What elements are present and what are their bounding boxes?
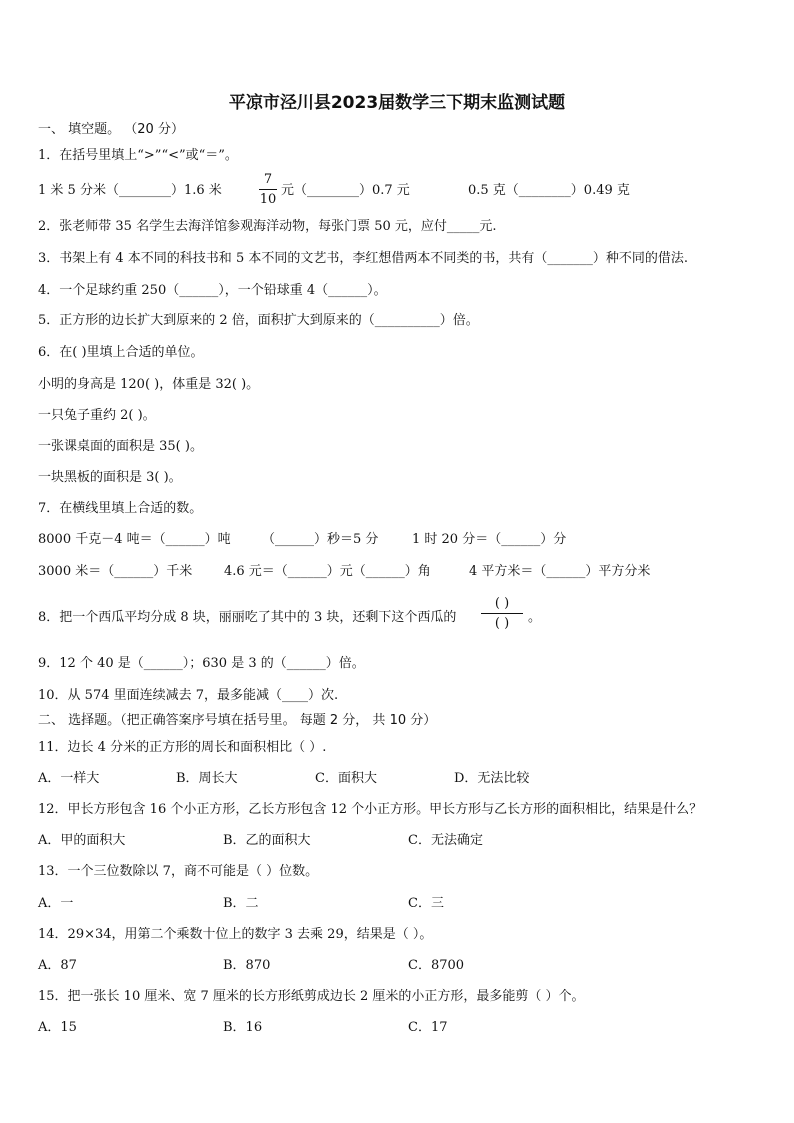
fraction-bar (259, 189, 277, 190)
question-6a: 小明的身高是 120( )，体重是 32( )。 (38, 377, 260, 392)
section-heading-fill-blank: 一、 填空题。 （20 分） (38, 122, 184, 137)
q11-option-c: C．面积大 (315, 771, 377, 786)
question-7d: 3000 米＝（______）千米 (38, 564, 193, 579)
q15-option-b: B．16 (223, 1020, 263, 1035)
blank-denominator: ( ) (494, 616, 510, 631)
page-title: 平凉市泾川县2023届数学三下期末监测试题 (228, 93, 566, 113)
q15-option-c: C．17 (408, 1020, 448, 1035)
question-12: 12．甲长方形包含 16 个小正方形，乙长方形包含 12 个小正方形。甲长方形与乙长方形的面积相比，结果是什么？ (38, 802, 703, 817)
q13-option-a: A．一 (38, 896, 74, 911)
blank-fraction (481, 596, 523, 631)
question-6c: 一张课桌面的面积是 35( )。 (38, 439, 203, 454)
question-14: 14．29×34，用第二个乘数十位上的数字 3 去乘 29，结果是（ ）。 (38, 927, 433, 942)
question-7f: 4 平方米＝（______）平方分米 (469, 564, 651, 579)
question-7e: 4.6 元＝（______）元（______）角 (224, 564, 431, 579)
q12-option-c: C．无法确定 (408, 833, 483, 848)
fraction-numerator: 7 (263, 172, 273, 187)
question-11: 11．边长 4 分米的正方形的周长和面积相比（ ）. (38, 740, 327, 755)
question-4: 4．一个足球约重 250（______），一个铅球重 4（______）。 (38, 283, 387, 298)
q14-option-b: B．870 (223, 958, 271, 973)
question-1c: 0.5 克（________）0.49 克 (468, 183, 630, 198)
question-6d: 一块黑板的面积是 3( )。 (38, 470, 182, 485)
question-5: 5．正方形的边长扩大到原来的 2 倍，面积扩大到原来的（__________）倍。 (38, 313, 479, 328)
question-9: 9．12 个 40 是（______）；630 是 3 的（______）倍。 (38, 656, 365, 671)
question-7c: 1 时 20 分＝（______）分 (412, 532, 567, 547)
section-heading-choice: 二、 选择题。（把正确答案序号填在括号里。 每题 2 分， 共 10 分） (38, 713, 437, 728)
question-10: 10．从 574 里面连续减去 7，最多能减（____）次. (38, 688, 339, 703)
q14-option-a: A．87 (38, 958, 77, 973)
question-1: 1．在括号里填上“>”“<”或“＝”。 (38, 148, 238, 163)
question-7a: 8000 千克－4 吨＝（______）吨 (38, 532, 231, 547)
fraction-denominator: 10 (259, 192, 277, 207)
q13-option-c: C．三 (408, 896, 444, 911)
q11-option-d: D．无法比较 (454, 771, 530, 786)
q11-option-b: B．周长大 (176, 771, 238, 786)
fraction-bar (481, 613, 523, 614)
question-7: 7．在横线里填上合适的数。 (38, 501, 203, 516)
question-6: 6．在( )里填上合适的单位。 (38, 345, 204, 360)
question-13: 13．一个三位数除以 7，商不可能是（ ）位数。 (38, 864, 319, 879)
fraction-7-10 (259, 172, 277, 207)
q15-option-a: A．15 (38, 1020, 77, 1035)
q12-option-a: A．甲的面积大 (38, 833, 126, 848)
q13-option-b: B．二 (223, 896, 259, 911)
question-8-end: 。 (528, 610, 542, 625)
question-6b: 一只兔子重约 2( )。 (38, 408, 156, 423)
question-7b: （______）秒＝5 分 (262, 532, 379, 547)
blank-numerator: ( ) (494, 596, 510, 611)
question-1b: 元（________）0.7 元 (281, 183, 410, 198)
q12-option-b: B．乙的面积大 (223, 833, 311, 848)
question-15: 15．把一张长 10 厘米、宽 7 厘米的长方形纸剪成边长 2 厘米的小正方形，最多能剪（ ）个。 (38, 989, 585, 1004)
question-8: 8．把一个西瓜平均分成 8 块，丽丽吃了其中的 3 块，还剩下这个西瓜的 (38, 610, 457, 625)
q14-option-c: C．8700 (408, 958, 465, 973)
question-3: 3．书架上有 4 本不同的科技书和 5 本不同的文艺书，李红想借两本不同类的书，共有（_______）种不同的借法. (38, 251, 688, 266)
question-2: 2．张老师带 35 名学生去海洋馆参观海洋动物，每张门票 50 元，应付_____元. (38, 219, 497, 234)
q11-option-a: A．一样大 (38, 771, 100, 786)
question-1a: 1 米 5 分米（________）1.6 米 (38, 183, 222, 198)
